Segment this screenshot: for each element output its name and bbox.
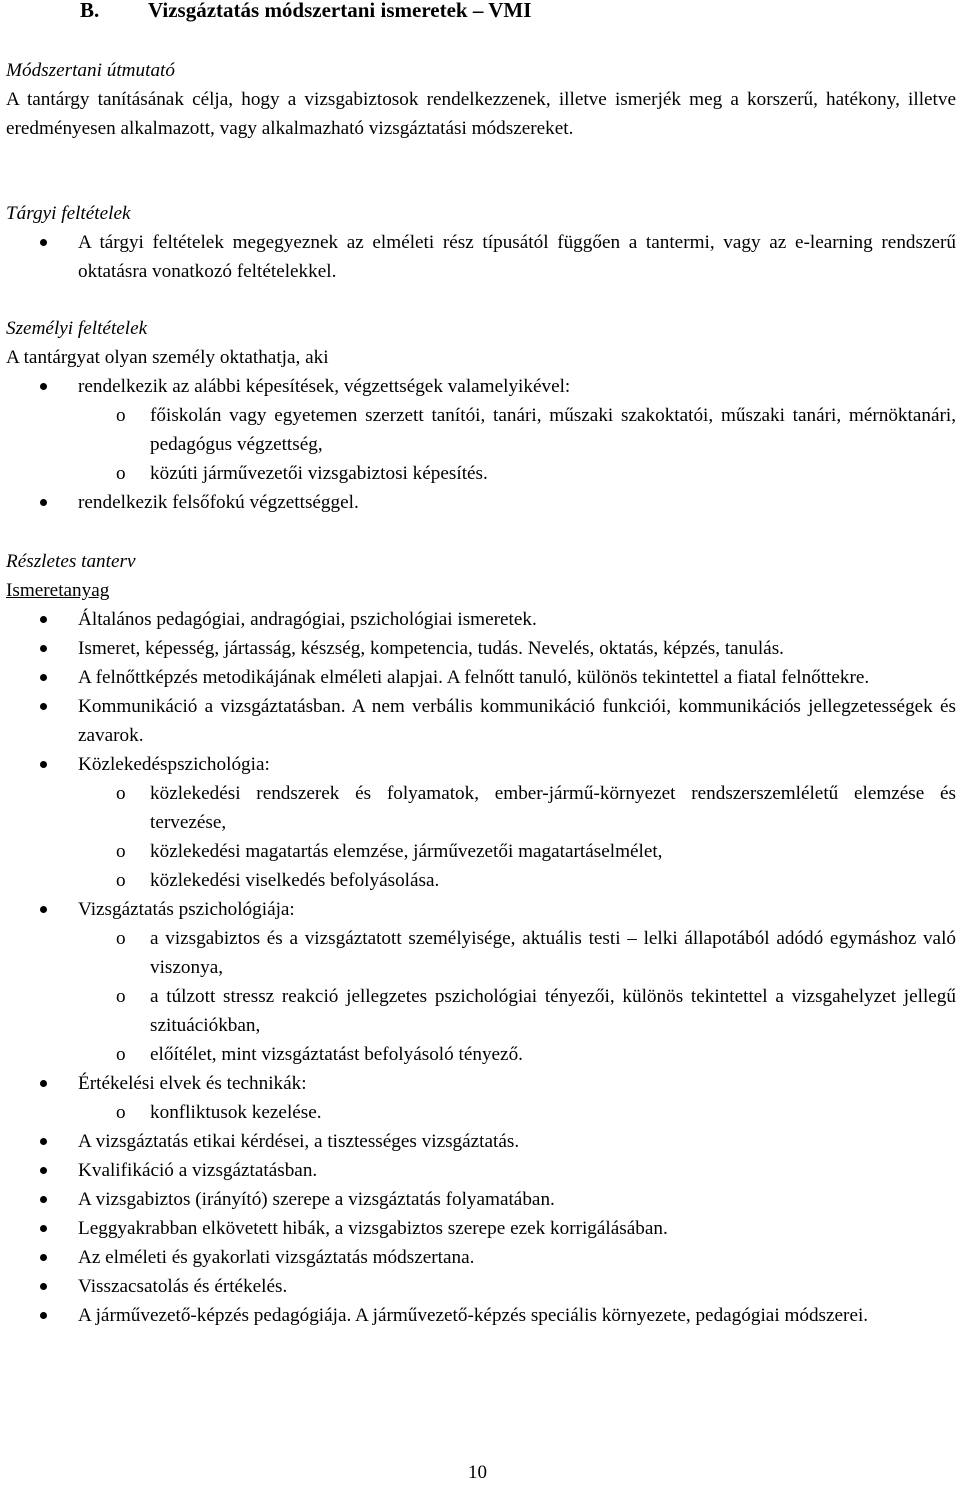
list-item: A vizsgáztatás etikai kérdései, a tisztességes vizsgáztatás. — [6, 1127, 956, 1156]
sub-list-item: o a vizsgabiztos és a vizsgáztatott személyisége, aktuális testi – lelki állapotából adódó egymáshoz való viszonya, — [6, 924, 956, 982]
reszletes-heading: Részletes tanterv — [6, 551, 136, 572]
szemelyi-heading: Személyi feltételek — [6, 318, 148, 339]
sub-list-item: o előítélet, mint vizsgáztatást befolyásoló tényező. — [6, 1040, 956, 1069]
szemelyi-block — [6, 314, 956, 517]
modszertani-block — [6, 56, 956, 143]
section-title-text: Vizsgáztatás módszertani ismeretek – VMI — [148, 0, 532, 22]
bullet-icon — [40, 1283, 47, 1290]
bullet-icon — [40, 1167, 47, 1174]
sub-list-item: o főiskolán vagy egyetemen szerzett tanítói, tanári, műszaki szakoktatói, műszaki tanári, mérnöktanári, pedagógus végzettség, — [6, 401, 956, 459]
bullet-icon — [40, 1196, 47, 1203]
modszertani-text: A tantárgy tanításának célja, hogy a vizsgabiztosok rendelkezzenek, illetve ismerjék meg a korszerű, hatékony, illetve eredményesen alkalmazott, vagy alkalmazható vizsgáztatási módszereket. — [6, 89, 956, 139]
sub-list-item: o közlekedési rendszerek és folyamatok, ember-jármű-környezet rendszerszemléletű elemzése és tervezése, — [6, 779, 956, 837]
reszletes-block — [6, 547, 956, 1330]
list-item: Ismeret, képesség, jártasság, készség, kompetencia, tudás. Nevelés, oktatás, képzés, tanulás. — [6, 634, 956, 663]
sub-list-item: o közúti járművezetői vizsgabiztosi képesítés. — [6, 459, 956, 488]
bullet-icon — [40, 239, 47, 246]
list-item: A tárgyi feltételek megegyeznek az elméleti rész típusától függően a tantermi, vagy az e-learning rendszerű oktatásra vonatkozó feltételekkel. — [6, 228, 956, 286]
list-item: Az elméleti és gyakorlati vizsgáztatás módszertana. — [6, 1243, 956, 1272]
sub-list-item: o közlekedési magatartás elemzése, járművezetői magatartáselmélet, — [6, 837, 956, 866]
bullet-icon — [40, 499, 47, 506]
targyi-list — [6, 228, 956, 286]
sub-bullet-icon: o — [116, 405, 126, 426]
bullet-icon — [40, 906, 47, 913]
list-item: rendelkezik felsőfokú végzettséggel. — [6, 488, 956, 517]
bullet-icon — [40, 1312, 47, 1319]
bullet-icon — [40, 383, 47, 390]
list-item: Értékelési elvek és technikák: — [6, 1069, 956, 1098]
sub-bullet-icon: o — [116, 986, 126, 1007]
list-item: Visszacsatolás és értékelés. — [6, 1272, 956, 1301]
sub-bullet-icon: o — [116, 1044, 126, 1065]
szemelyi-list — [6, 372, 956, 517]
szemelyi-intro: A tantárgyat olyan személy oktathatja, aki — [6, 347, 329, 368]
list-item: Közlekedéspszichológia: — [6, 750, 956, 779]
modszertani-heading: Módszertani útmutató — [6, 60, 175, 81]
sub-bullet-icon: o — [116, 1102, 126, 1123]
sub-bullet-icon: o — [116, 870, 126, 891]
ismeretanyag-heading: Ismeretanyag — [6, 580, 110, 601]
bullet-icon — [40, 1138, 47, 1145]
sub-list-item: o a túlzott stressz reakció jellegzetes pszichológiai tényezői, különös tekintettel a vizsgahelyzet jellegű szituációkban, — [6, 982, 956, 1040]
targyi-block — [6, 199, 956, 286]
list-item: A vizsgabiztos (irányító) szerepe a vizsgáztatás folyamatában. — [6, 1185, 956, 1214]
bullet-icon — [40, 674, 47, 681]
sub-bullet-icon: o — [116, 841, 126, 862]
list-item: Vizsgáztatás pszichológiája: — [6, 895, 956, 924]
bullet-icon — [40, 1225, 47, 1232]
section-title — [80, 0, 531, 25]
list-item: A felnőttképzés metodikájának elméleti alapjai. A felnőtt tanuló, különös tekintettel a fiatal felnőttekre. — [6, 663, 956, 692]
bullet-icon — [40, 616, 47, 623]
sub-bullet-icon: o — [116, 783, 126, 804]
sub-list-item: o konfliktusok kezelése. — [6, 1098, 956, 1127]
bullet-icon — [40, 645, 47, 652]
bullet-icon — [40, 703, 47, 710]
list-item: Kvalifikáció a vizsgáztatásban. — [6, 1156, 956, 1185]
bullet-icon — [40, 1254, 47, 1261]
list-item: Kommunikáció a vizsgáztatásban. A nem verbális kommunikáció funkciói, kommunikációs jellegzetességek és zavarok. — [6, 692, 956, 750]
list-item: A járművezető-képzés pedagógiája. A járművezető-képzés speciális környezete, pedagógiai módszerei. — [6, 1301, 956, 1330]
section-letter: B. — [80, 0, 100, 22]
bullet-icon — [40, 1080, 47, 1087]
list-item: rendelkezik az alábbi képesítések, végzettségek valamelyikével: — [6, 372, 956, 401]
bullet-icon — [40, 761, 47, 768]
sub-bullet-icon: o — [116, 928, 126, 949]
sub-list-item: o közlekedési viselkedés befolyásolása. — [6, 866, 956, 895]
sub-bullet-icon: o — [116, 463, 126, 484]
targyi-heading: Tárgyi feltételek — [6, 203, 131, 224]
page-number: 10 — [468, 1462, 487, 1483]
list-item: Általános pedagógiai, andragógiai, pszichológiai ismeretek. — [6, 605, 956, 634]
list-item: Leggyakrabban elkövetett hibák, a vizsgabiztos szerepe ezek korrigálásában. — [6, 1214, 956, 1243]
ismeretanyag-list — [6, 605, 956, 1330]
